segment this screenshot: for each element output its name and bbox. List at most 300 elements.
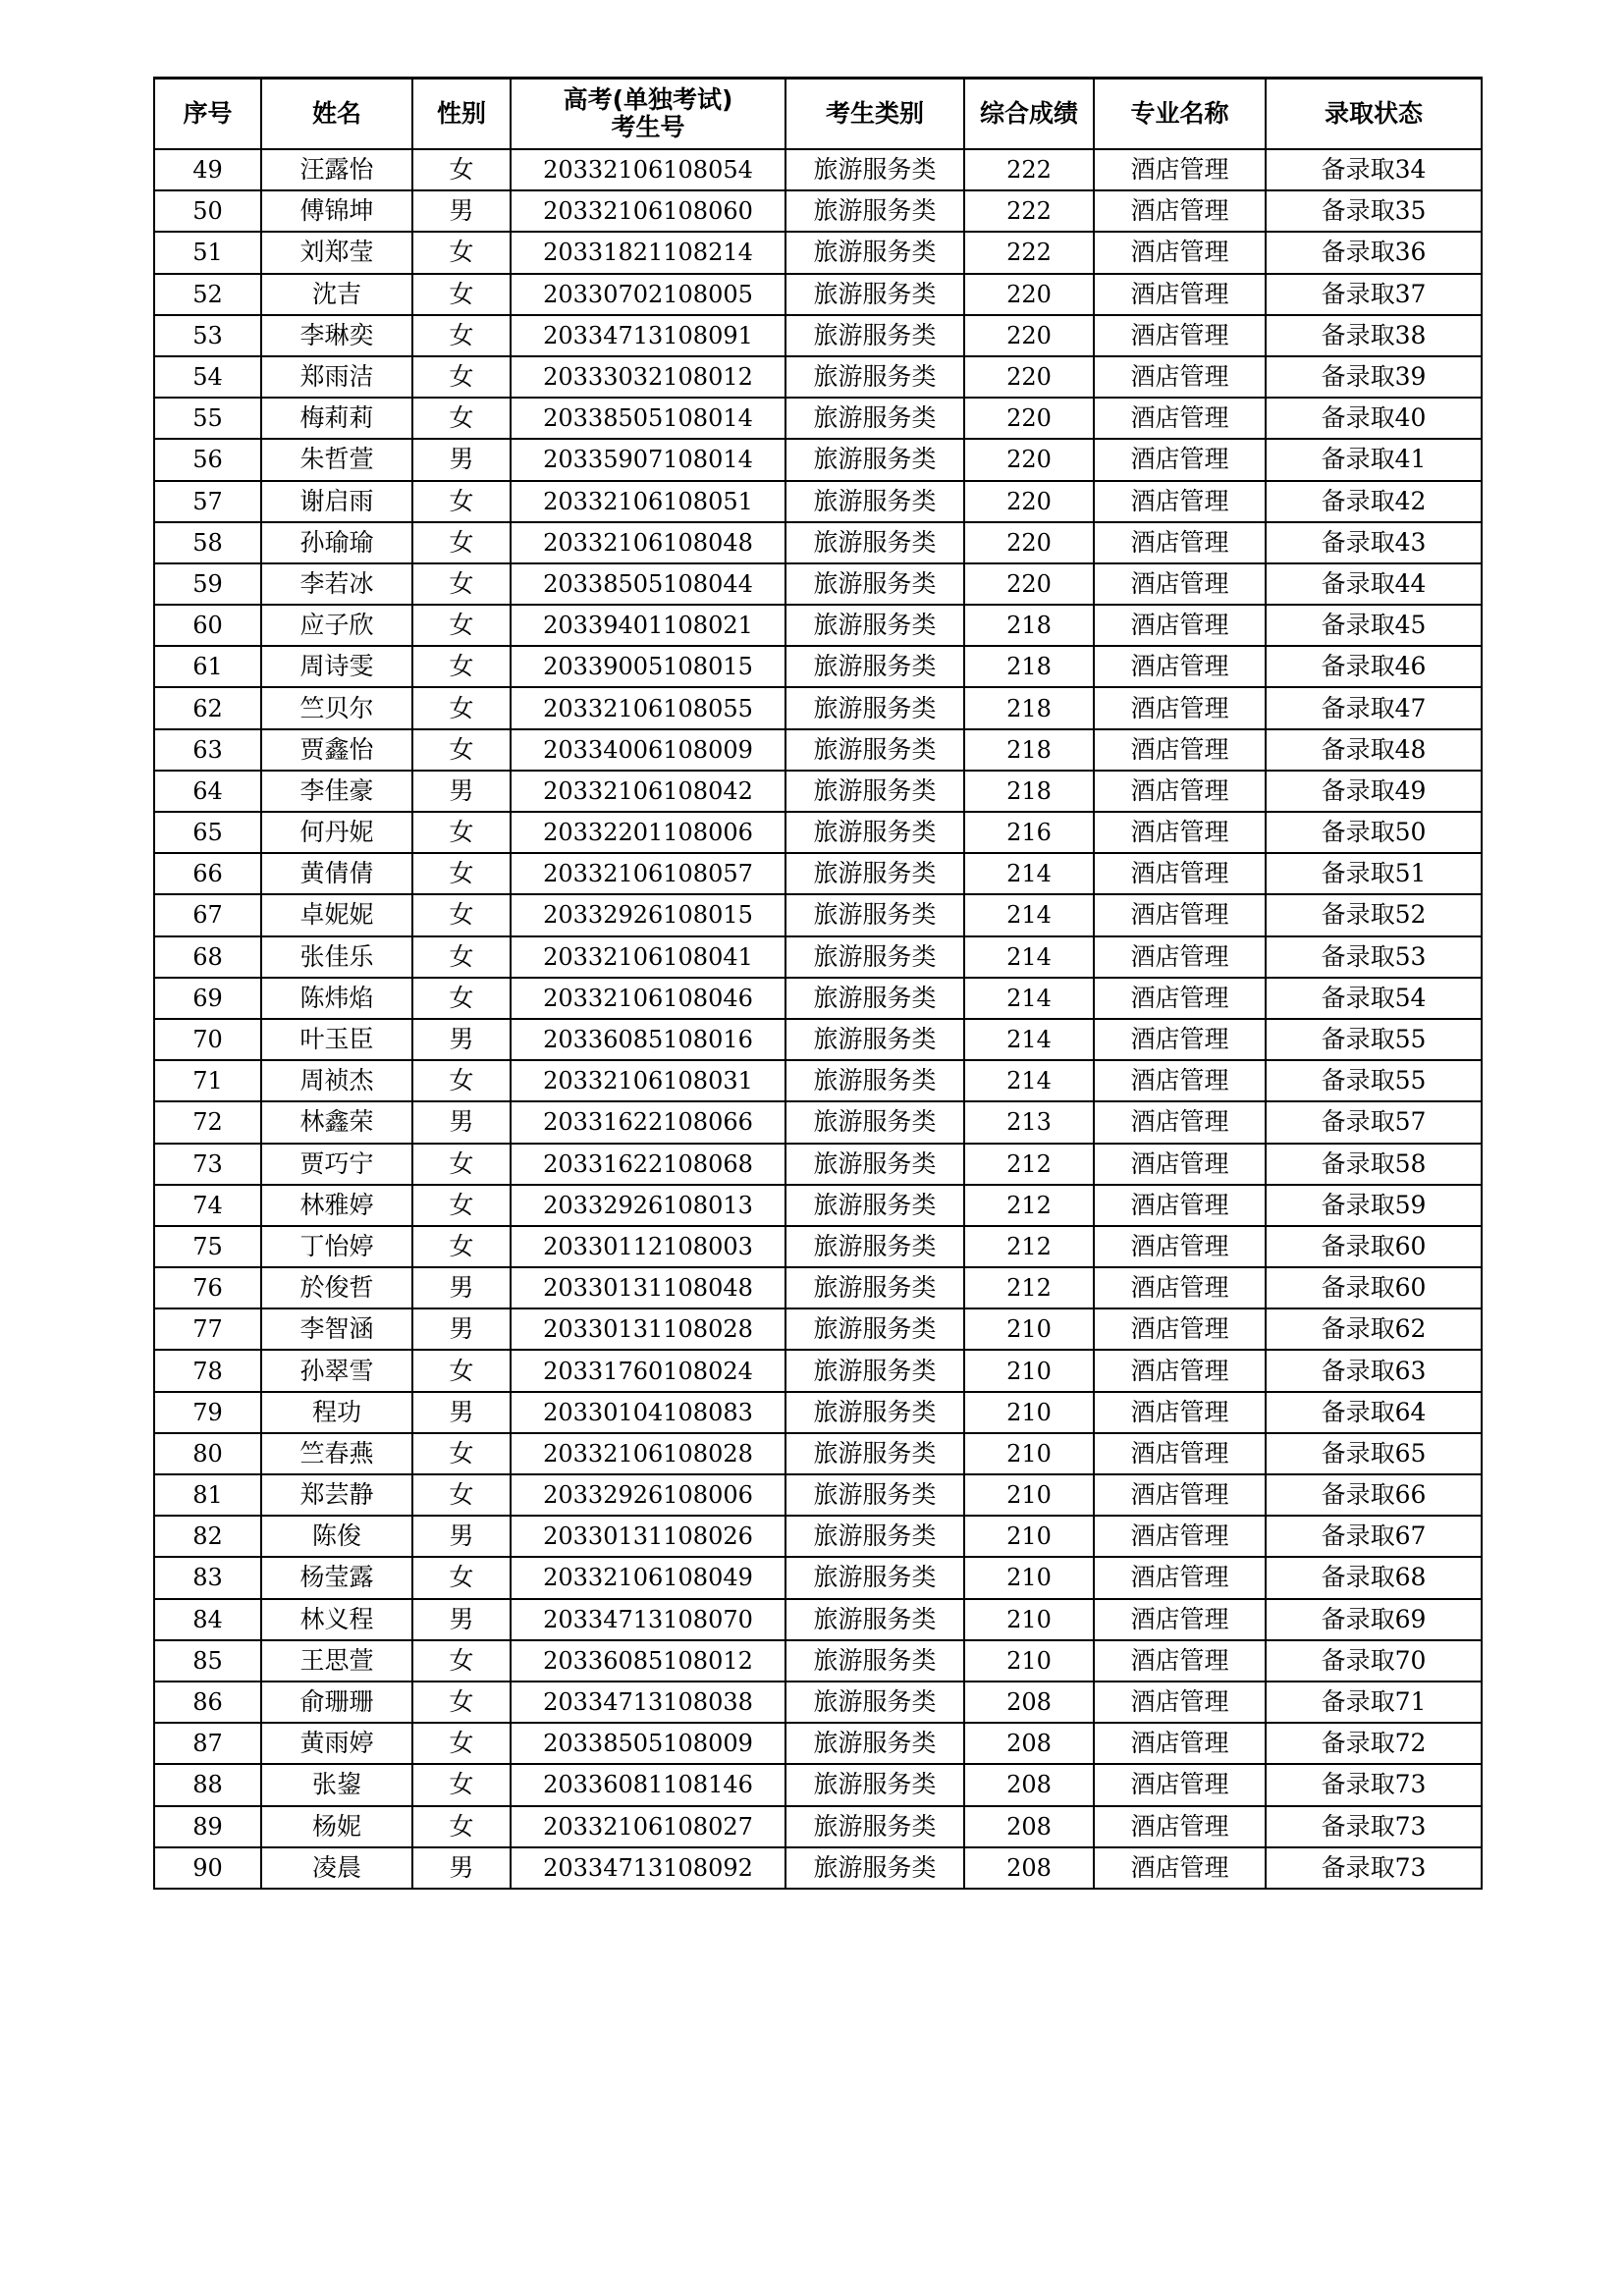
cell-category: 旅游服务类 bbox=[785, 1557, 964, 1598]
cell-category: 旅游服务类 bbox=[785, 274, 964, 315]
cell-major: 酒店管理 bbox=[1094, 1433, 1266, 1474]
cell-score: 220 bbox=[964, 439, 1094, 480]
cell-gender: 女 bbox=[412, 274, 511, 315]
cell-name: 李智涵 bbox=[261, 1308, 412, 1350]
table-row bbox=[154, 771, 1482, 812]
cell-major: 酒店管理 bbox=[1094, 1723, 1266, 1764]
cell-index: 68 bbox=[154, 936, 261, 978]
cell-index: 66 bbox=[154, 853, 261, 894]
cell-index: 80 bbox=[154, 1433, 261, 1474]
cell-exam-id: 20332926108013 bbox=[511, 1185, 785, 1226]
table-row bbox=[154, 1516, 1482, 1557]
cell-index: 59 bbox=[154, 563, 261, 605]
cell-category: 旅游服务类 bbox=[785, 439, 964, 480]
cell-status: 备录取37 bbox=[1266, 274, 1482, 315]
cell-status: 备录取51 bbox=[1266, 853, 1482, 894]
cell-status: 备录取64 bbox=[1266, 1392, 1482, 1433]
table-row bbox=[154, 1806, 1482, 1847]
cell-exam-id: 20330104108083 bbox=[511, 1392, 785, 1433]
cell-exam-id: 20330112108003 bbox=[511, 1226, 785, 1267]
table-row bbox=[154, 1847, 1482, 1889]
table-row bbox=[154, 274, 1482, 315]
cell-exam-id: 20339005108015 bbox=[511, 646, 785, 687]
cell-status: 备录取58 bbox=[1266, 1144, 1482, 1185]
cell-gender: 女 bbox=[412, 398, 511, 439]
cell-name: 杨莹露 bbox=[261, 1557, 412, 1598]
cell-index: 85 bbox=[154, 1640, 261, 1682]
header-exam-id bbox=[511, 79, 785, 150]
cell-gender: 女 bbox=[412, 1144, 511, 1185]
cell-score: 210 bbox=[964, 1640, 1094, 1682]
cell-score: 208 bbox=[964, 1682, 1094, 1723]
cell-category: 旅游服务类 bbox=[785, 1019, 964, 1060]
cell-status: 备录取73 bbox=[1266, 1764, 1482, 1805]
cell-name: 黄倩倩 bbox=[261, 853, 412, 894]
table-row bbox=[154, 1350, 1482, 1391]
cell-major: 酒店管理 bbox=[1094, 1847, 1266, 1889]
cell-name: 刘郑莹 bbox=[261, 232, 412, 273]
cell-score: 220 bbox=[964, 315, 1094, 356]
cell-category: 旅游服务类 bbox=[785, 522, 964, 563]
cell-major: 酒店管理 bbox=[1094, 1682, 1266, 1723]
cell-exam-id: 20332106108048 bbox=[511, 522, 785, 563]
cell-index: 64 bbox=[154, 771, 261, 812]
cell-score: 222 bbox=[964, 190, 1094, 232]
cell-major: 酒店管理 bbox=[1094, 1019, 1266, 1060]
table-row bbox=[154, 356, 1482, 398]
cell-index: 78 bbox=[154, 1350, 261, 1391]
cell-gender: 男 bbox=[412, 1019, 511, 1060]
cell-major: 酒店管理 bbox=[1094, 315, 1266, 356]
cell-score: 208 bbox=[964, 1806, 1094, 1847]
cell-category: 旅游服务类 bbox=[785, 687, 964, 728]
table-row bbox=[154, 853, 1482, 894]
cell-index: 79 bbox=[154, 1392, 261, 1433]
cell-exam-id: 20332106108027 bbox=[511, 1806, 785, 1847]
cell-category: 旅游服务类 bbox=[785, 1723, 964, 1764]
cell-major: 酒店管理 bbox=[1094, 522, 1266, 563]
cell-status: 备录取65 bbox=[1266, 1433, 1482, 1474]
cell-gender: 男 bbox=[412, 439, 511, 480]
cell-gender: 男 bbox=[412, 1599, 511, 1640]
cell-category: 旅游服务类 bbox=[785, 1226, 964, 1267]
cell-name: 於俊哲 bbox=[261, 1267, 412, 1308]
cell-category: 旅游服务类 bbox=[785, 771, 964, 812]
cell-gender: 男 bbox=[412, 1392, 511, 1433]
cell-index: 87 bbox=[154, 1723, 261, 1764]
cell-name: 李琳奕 bbox=[261, 315, 412, 356]
header-index: 序号 bbox=[154, 79, 261, 150]
cell-status: 备录取67 bbox=[1266, 1516, 1482, 1557]
cell-score: 216 bbox=[964, 812, 1094, 853]
cell-major: 酒店管理 bbox=[1094, 232, 1266, 273]
cell-category: 旅游服务类 bbox=[785, 1682, 964, 1723]
cell-index: 67 bbox=[154, 894, 261, 935]
cell-major: 酒店管理 bbox=[1094, 1764, 1266, 1805]
cell-gender: 女 bbox=[412, 1557, 511, 1598]
cell-index: 77 bbox=[154, 1308, 261, 1350]
table-row bbox=[154, 1599, 1482, 1640]
cell-name: 丁怡婷 bbox=[261, 1226, 412, 1267]
table-row bbox=[154, 1474, 1482, 1516]
header-category: 考生类别 bbox=[785, 79, 964, 150]
table-row bbox=[154, 1267, 1482, 1308]
cell-status: 备录取38 bbox=[1266, 315, 1482, 356]
cell-gender: 女 bbox=[412, 356, 511, 398]
cell-exam-id: 20338505108009 bbox=[511, 1723, 785, 1764]
cell-status: 备录取60 bbox=[1266, 1226, 1482, 1267]
cell-major: 酒店管理 bbox=[1094, 1226, 1266, 1267]
cell-major: 酒店管理 bbox=[1094, 1392, 1266, 1433]
table-row bbox=[154, 687, 1482, 728]
cell-name: 王思萱 bbox=[261, 1640, 412, 1682]
cell-name: 林义程 bbox=[261, 1599, 412, 1640]
cell-category: 旅游服务类 bbox=[785, 1474, 964, 1516]
cell-score: 218 bbox=[964, 687, 1094, 728]
cell-score: 210 bbox=[964, 1516, 1094, 1557]
cell-index: 56 bbox=[154, 439, 261, 480]
cell-index: 72 bbox=[154, 1101, 261, 1143]
cell-name: 周诗雯 bbox=[261, 646, 412, 687]
cell-category: 旅游服务类 bbox=[785, 1806, 964, 1847]
cell-score: 220 bbox=[964, 356, 1094, 398]
cell-name: 竺贝尔 bbox=[261, 687, 412, 728]
cell-gender: 女 bbox=[412, 978, 511, 1019]
cell-category: 旅游服务类 bbox=[785, 563, 964, 605]
cell-category: 旅游服务类 bbox=[785, 1060, 964, 1101]
cell-index: 71 bbox=[154, 1060, 261, 1101]
cell-index: 69 bbox=[154, 978, 261, 1019]
cell-status: 备录取34 bbox=[1266, 149, 1482, 190]
cell-score: 210 bbox=[964, 1474, 1094, 1516]
cell-name: 朱哲萱 bbox=[261, 439, 412, 480]
cell-category: 旅游服务类 bbox=[785, 1764, 964, 1805]
cell-status: 备录取35 bbox=[1266, 190, 1482, 232]
cell-category: 旅游服务类 bbox=[785, 1599, 964, 1640]
cell-major: 酒店管理 bbox=[1094, 439, 1266, 480]
cell-gender: 女 bbox=[412, 232, 511, 273]
cell-category: 旅游服务类 bbox=[785, 1640, 964, 1682]
cell-category: 旅游服务类 bbox=[785, 149, 964, 190]
cell-index: 62 bbox=[154, 687, 261, 728]
cell-category: 旅游服务类 bbox=[785, 1308, 964, 1350]
cell-index: 60 bbox=[154, 605, 261, 646]
table-row bbox=[154, 812, 1482, 853]
cell-score: 220 bbox=[964, 398, 1094, 439]
table-row bbox=[154, 522, 1482, 563]
cell-major: 酒店管理 bbox=[1094, 356, 1266, 398]
cell-status: 备录取72 bbox=[1266, 1723, 1482, 1764]
cell-status: 备录取60 bbox=[1266, 1267, 1482, 1308]
cell-name: 李佳豪 bbox=[261, 771, 412, 812]
cell-status: 备录取43 bbox=[1266, 522, 1482, 563]
cell-exam-id: 20334713108038 bbox=[511, 1682, 785, 1723]
cell-status: 备录取40 bbox=[1266, 398, 1482, 439]
cell-gender: 女 bbox=[412, 1060, 511, 1101]
cell-name: 张鋆 bbox=[261, 1764, 412, 1805]
table-row bbox=[154, 1557, 1482, 1598]
header-score: 综合成绩 bbox=[964, 79, 1094, 150]
cell-major: 酒店管理 bbox=[1094, 605, 1266, 646]
cell-exam-id: 20330131108026 bbox=[511, 1516, 785, 1557]
cell-gender: 女 bbox=[412, 687, 511, 728]
cell-exam-id: 20331622108066 bbox=[511, 1101, 785, 1143]
cell-category: 旅游服务类 bbox=[785, 190, 964, 232]
cell-gender: 男 bbox=[412, 1516, 511, 1557]
table-row bbox=[154, 563, 1482, 605]
table-row bbox=[154, 936, 1482, 978]
cell-score: 212 bbox=[964, 1267, 1094, 1308]
cell-index: 88 bbox=[154, 1764, 261, 1805]
cell-major: 酒店管理 bbox=[1094, 398, 1266, 439]
cell-name: 林鑫荣 bbox=[261, 1101, 412, 1143]
cell-major: 酒店管理 bbox=[1094, 563, 1266, 605]
cell-major: 酒店管理 bbox=[1094, 894, 1266, 935]
header-gender: 性别 bbox=[412, 79, 511, 150]
table-row bbox=[154, 232, 1482, 273]
cell-index: 83 bbox=[154, 1557, 261, 1598]
cell-gender: 女 bbox=[412, 149, 511, 190]
cell-status: 备录取63 bbox=[1266, 1350, 1482, 1391]
cell-name: 郑芸静 bbox=[261, 1474, 412, 1516]
table-row bbox=[154, 398, 1482, 439]
cell-exam-id: 20331821108214 bbox=[511, 232, 785, 273]
cell-category: 旅游服务类 bbox=[785, 729, 964, 771]
cell-status: 备录取46 bbox=[1266, 646, 1482, 687]
cell-category: 旅游服务类 bbox=[785, 232, 964, 273]
cell-score: 222 bbox=[964, 149, 1094, 190]
cell-major: 酒店管理 bbox=[1094, 1101, 1266, 1143]
cell-major: 酒店管理 bbox=[1094, 1308, 1266, 1350]
cell-name: 贾鑫怡 bbox=[261, 729, 412, 771]
cell-status: 备录取47 bbox=[1266, 687, 1482, 728]
table-row bbox=[154, 315, 1482, 356]
cell-category: 旅游服务类 bbox=[785, 1516, 964, 1557]
table-row bbox=[154, 1723, 1482, 1764]
cell-status: 备录取59 bbox=[1266, 1185, 1482, 1226]
cell-score: 212 bbox=[964, 1226, 1094, 1267]
cell-exam-id: 20338505108044 bbox=[511, 563, 785, 605]
cell-score: 212 bbox=[964, 1185, 1094, 1226]
cell-major: 酒店管理 bbox=[1094, 1557, 1266, 1598]
cell-major: 酒店管理 bbox=[1094, 812, 1266, 853]
cell-index: 89 bbox=[154, 1806, 261, 1847]
header-exam-id-line1: 高考(单独考试) bbox=[563, 85, 733, 114]
cell-status: 备录取48 bbox=[1266, 729, 1482, 771]
cell-gender: 女 bbox=[412, 605, 511, 646]
cell-name: 俞珊珊 bbox=[261, 1682, 412, 1723]
cell-name: 张佳乐 bbox=[261, 936, 412, 978]
cell-exam-id: 20332106108042 bbox=[511, 771, 785, 812]
cell-major: 酒店管理 bbox=[1094, 729, 1266, 771]
cell-gender: 女 bbox=[412, 1806, 511, 1847]
cell-exam-id: 20332106108041 bbox=[511, 936, 785, 978]
cell-score: 222 bbox=[964, 232, 1094, 273]
cell-name: 沈吉 bbox=[261, 274, 412, 315]
cell-index: 50 bbox=[154, 190, 261, 232]
cell-exam-id: 20332106108051 bbox=[511, 481, 785, 522]
cell-category: 旅游服务类 bbox=[785, 1392, 964, 1433]
cell-score: 210 bbox=[964, 1350, 1094, 1391]
cell-category: 旅游服务类 bbox=[785, 1267, 964, 1308]
header-exam-id-line2: 考生号 bbox=[611, 113, 685, 141]
cell-index: 61 bbox=[154, 646, 261, 687]
cell-index: 53 bbox=[154, 315, 261, 356]
cell-exam-id: 20330131108028 bbox=[511, 1308, 785, 1350]
cell-gender: 男 bbox=[412, 1308, 511, 1350]
cell-gender: 女 bbox=[412, 481, 511, 522]
table-row bbox=[154, 605, 1482, 646]
cell-score: 208 bbox=[964, 1847, 1094, 1889]
cell-status: 备录取41 bbox=[1266, 439, 1482, 480]
cell-major: 酒店管理 bbox=[1094, 1640, 1266, 1682]
cell-score: 213 bbox=[964, 1101, 1094, 1143]
cell-status: 备录取45 bbox=[1266, 605, 1482, 646]
cell-category: 旅游服务类 bbox=[785, 1185, 964, 1226]
cell-index: 55 bbox=[154, 398, 261, 439]
cell-major: 酒店管理 bbox=[1094, 1185, 1266, 1226]
cell-major: 酒店管理 bbox=[1094, 149, 1266, 190]
cell-major: 酒店管理 bbox=[1094, 481, 1266, 522]
cell-name: 叶玉臣 bbox=[261, 1019, 412, 1060]
cell-category: 旅游服务类 bbox=[785, 1433, 964, 1474]
cell-index: 86 bbox=[154, 1682, 261, 1723]
cell-status: 备录取62 bbox=[1266, 1308, 1482, 1350]
cell-score: 208 bbox=[964, 1764, 1094, 1805]
cell-gender: 女 bbox=[412, 1764, 511, 1805]
table-row bbox=[154, 894, 1482, 935]
cell-gender: 男 bbox=[412, 1267, 511, 1308]
table-row bbox=[154, 1682, 1482, 1723]
cell-status: 备录取69 bbox=[1266, 1599, 1482, 1640]
cell-exam-id: 20332106108031 bbox=[511, 1060, 785, 1101]
cell-category: 旅游服务类 bbox=[785, 853, 964, 894]
cell-major: 酒店管理 bbox=[1094, 853, 1266, 894]
cell-major: 酒店管理 bbox=[1094, 1144, 1266, 1185]
table-row bbox=[154, 439, 1482, 480]
cell-category: 旅游服务类 bbox=[785, 1144, 964, 1185]
cell-index: 84 bbox=[154, 1599, 261, 1640]
cell-status: 备录取55 bbox=[1266, 1019, 1482, 1060]
cell-index: 63 bbox=[154, 729, 261, 771]
cell-score: 218 bbox=[964, 771, 1094, 812]
cell-name: 卓妮妮 bbox=[261, 894, 412, 935]
cell-status: 备录取52 bbox=[1266, 894, 1482, 935]
cell-gender: 女 bbox=[412, 646, 511, 687]
cell-score: 220 bbox=[964, 274, 1094, 315]
cell-gender: 女 bbox=[412, 1433, 511, 1474]
cell-index: 90 bbox=[154, 1847, 261, 1889]
cell-exam-id: 20330131108048 bbox=[511, 1267, 785, 1308]
table-row bbox=[154, 1433, 1482, 1474]
cell-gender: 男 bbox=[412, 1847, 511, 1889]
cell-gender: 女 bbox=[412, 1640, 511, 1682]
cell-exam-id: 20336085108012 bbox=[511, 1640, 785, 1682]
table-header-row bbox=[154, 79, 1482, 150]
cell-status: 备录取73 bbox=[1266, 1847, 1482, 1889]
cell-name: 孙瑜瑜 bbox=[261, 522, 412, 563]
cell-exam-id: 20334713108091 bbox=[511, 315, 785, 356]
cell-index: 75 bbox=[154, 1226, 261, 1267]
cell-category: 旅游服务类 bbox=[785, 894, 964, 935]
cell-exam-id: 20331622108068 bbox=[511, 1144, 785, 1185]
cell-score: 210 bbox=[964, 1308, 1094, 1350]
cell-exam-id: 20339401108021 bbox=[511, 605, 785, 646]
cell-gender: 女 bbox=[412, 563, 511, 605]
cell-score: 218 bbox=[964, 646, 1094, 687]
table-row bbox=[154, 1764, 1482, 1805]
cell-major: 酒店管理 bbox=[1094, 1060, 1266, 1101]
cell-index: 82 bbox=[154, 1516, 261, 1557]
cell-status: 备录取44 bbox=[1266, 563, 1482, 605]
cell-name: 程功 bbox=[261, 1392, 412, 1433]
cell-gender: 女 bbox=[412, 315, 511, 356]
cell-index: 76 bbox=[154, 1267, 261, 1308]
cell-status: 备录取42 bbox=[1266, 481, 1482, 522]
cell-exam-id: 20332106108057 bbox=[511, 853, 785, 894]
cell-status: 备录取53 bbox=[1266, 936, 1482, 978]
table-row bbox=[154, 978, 1482, 1019]
cell-score: 220 bbox=[964, 522, 1094, 563]
cell-score: 218 bbox=[964, 605, 1094, 646]
cell-exam-id: 20338505108014 bbox=[511, 398, 785, 439]
cell-gender: 男 bbox=[412, 1101, 511, 1143]
cell-gender: 女 bbox=[412, 894, 511, 935]
cell-score: 208 bbox=[964, 1723, 1094, 1764]
admission-table bbox=[153, 77, 1483, 1890]
cell-gender: 女 bbox=[412, 1723, 511, 1764]
cell-gender: 女 bbox=[412, 1682, 511, 1723]
cell-gender: 女 bbox=[412, 936, 511, 978]
cell-exam-id: 20332106108049 bbox=[511, 1557, 785, 1598]
cell-exam-id: 20332926108006 bbox=[511, 1474, 785, 1516]
cell-name: 林雅婷 bbox=[261, 1185, 412, 1226]
cell-category: 旅游服务类 bbox=[785, 356, 964, 398]
cell-score: 214 bbox=[964, 1060, 1094, 1101]
cell-name: 谢启雨 bbox=[261, 481, 412, 522]
cell-major: 酒店管理 bbox=[1094, 771, 1266, 812]
cell-category: 旅游服务类 bbox=[785, 1350, 964, 1391]
cell-major: 酒店管理 bbox=[1094, 1350, 1266, 1391]
table-row bbox=[154, 1392, 1482, 1433]
cell-status: 备录取57 bbox=[1266, 1101, 1482, 1143]
cell-category: 旅游服务类 bbox=[785, 812, 964, 853]
cell-major: 酒店管理 bbox=[1094, 1599, 1266, 1640]
cell-gender: 女 bbox=[412, 812, 511, 853]
cell-name: 梅莉莉 bbox=[261, 398, 412, 439]
cell-gender: 女 bbox=[412, 1226, 511, 1267]
cell-name: 孙翠雪 bbox=[261, 1350, 412, 1391]
table-row bbox=[154, 1640, 1482, 1682]
cell-score: 210 bbox=[964, 1557, 1094, 1598]
table-row bbox=[154, 646, 1482, 687]
cell-category: 旅游服务类 bbox=[785, 978, 964, 1019]
header-name: 姓名 bbox=[261, 79, 412, 150]
cell-score: 210 bbox=[964, 1599, 1094, 1640]
cell-name: 竺春燕 bbox=[261, 1433, 412, 1474]
cell-name: 何丹妮 bbox=[261, 812, 412, 853]
cell-score: 220 bbox=[964, 481, 1094, 522]
header-major: 专业名称 bbox=[1094, 79, 1266, 150]
cell-exam-id: 20336081108146 bbox=[511, 1764, 785, 1805]
cell-exam-id: 20334713108070 bbox=[511, 1599, 785, 1640]
cell-index: 49 bbox=[154, 149, 261, 190]
cell-name: 杨妮 bbox=[261, 1806, 412, 1847]
cell-exam-id: 20332106108060 bbox=[511, 190, 785, 232]
cell-status: 备录取39 bbox=[1266, 356, 1482, 398]
cell-score: 214 bbox=[964, 853, 1094, 894]
cell-status: 备录取68 bbox=[1266, 1557, 1482, 1598]
